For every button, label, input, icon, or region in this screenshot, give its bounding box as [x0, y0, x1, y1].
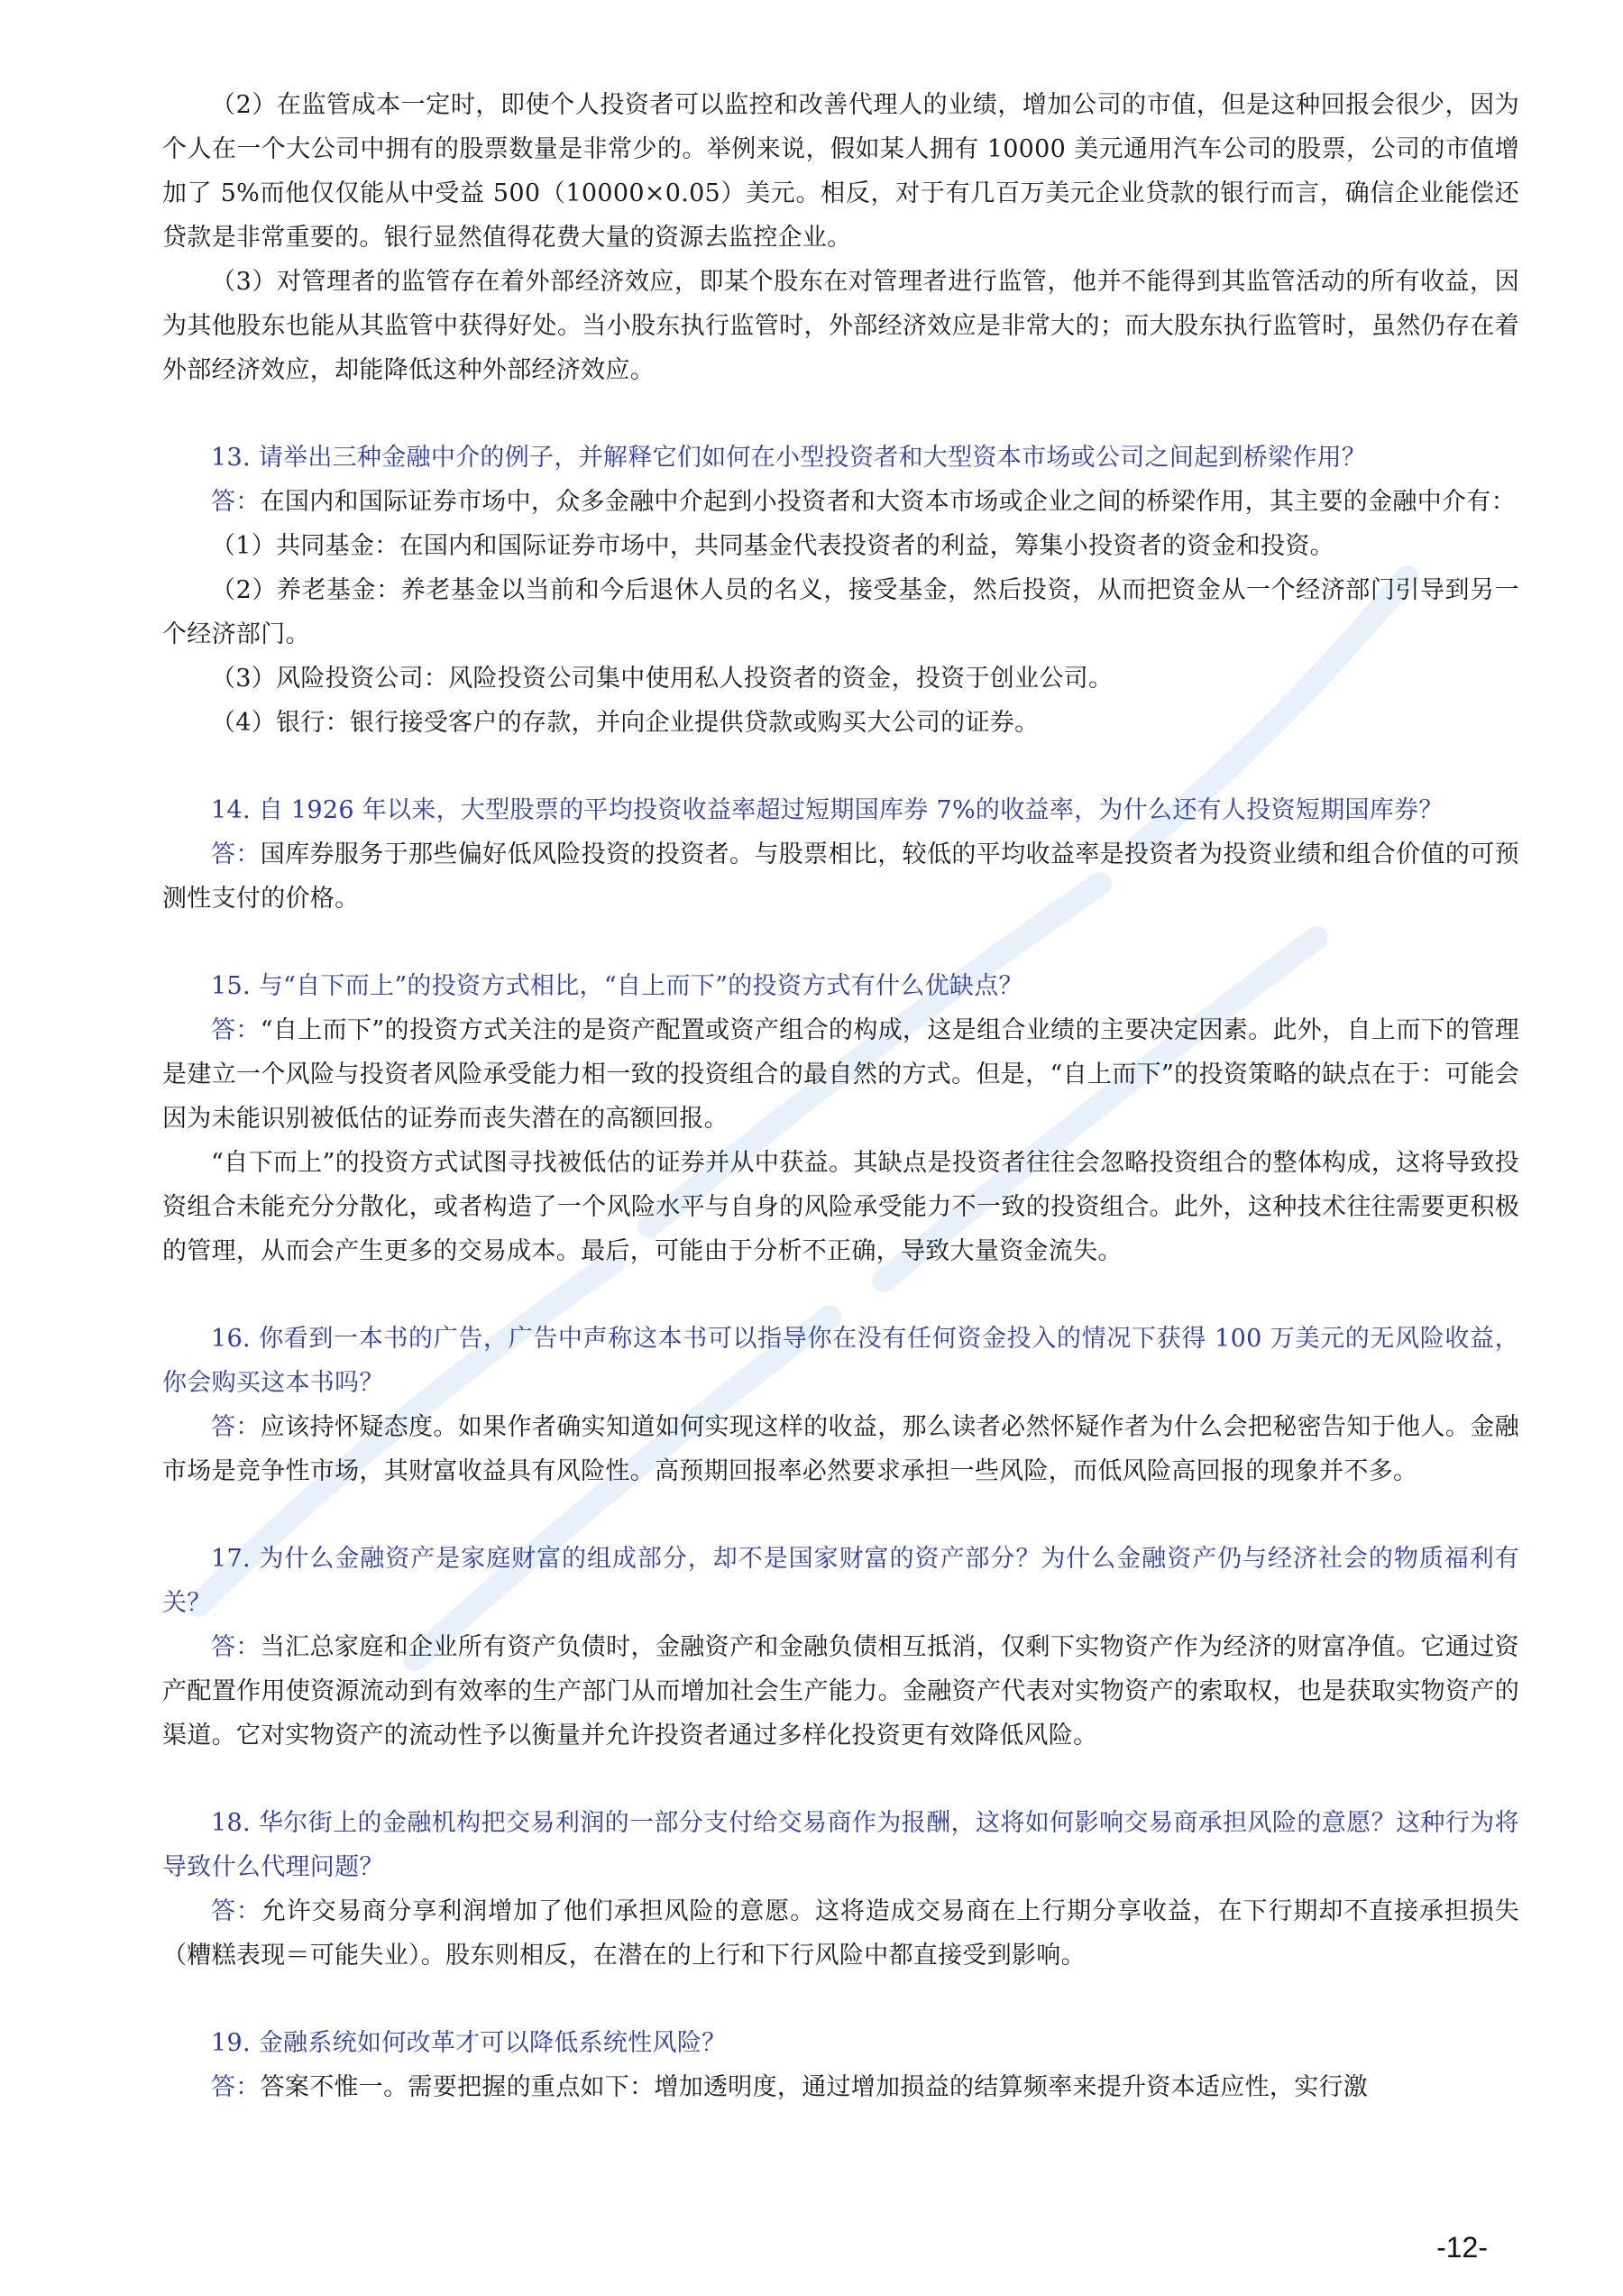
body-paragraph: “自下而上”的投资方式试图寻找被低估的证券并从中获益。其缺点是投资者往往会忽略投资组合的整体构成，这将导致投资组合未能充分分散化，或者构造了一个风险水平与自身的风险承受能力不一致的投资组合。此外，这种技术往往需要更积极的管理，从而会产生更多的交易成本。最后，可能由于分析不正确，导致大量资金流失。 — [162, 1149, 1519, 1265]
answer-paragraph — [162, 2065, 1519, 2109]
answer-paragraph — [162, 1625, 1519, 1758]
body-paragraph: （3）风险投资公司：风险投资公司集中使用私人投资者的资金，投资于创业公司。 — [211, 665, 1114, 693]
answer-paragraph — [162, 1405, 1519, 1493]
document-body — [162, 83, 1519, 2109]
page-number: -12- — [1436, 2231, 1488, 2264]
body-paragraph: （4）银行：银行接受客户的存款，并向企业提供贷款或购买大公司的证券。 — [211, 709, 1040, 737]
section-gap — [162, 1493, 1519, 1537]
answer-paragraph — [162, 832, 1519, 921]
question-text: 18. 华尔街上的金融机构把交易利润的一部分支付给交易商作为报酬，这将如何影响交易商承担风险的意愿？这种行为将导致什么代理问题？ — [162, 1809, 1519, 1881]
answer-label: 答： — [211, 488, 261, 516]
answer-label: 答： — [211, 1897, 261, 1925]
answer-text: 应该持怀疑态度。如果作者确实知道如何实现这样的收益，那么读者必然怀疑作者为什么会把秘密告知于他人。金融市场是竞争性市场，其财富收益具有风险性。高预期回报率必然要求承担一些风险，而低风险高回报的现象并不多。 — [162, 1413, 1519, 1485]
section-gap — [162, 745, 1519, 788]
answer-text: 国库券服务于那些偏好低风险投资的投资者。与股票相比，较低的平均收益率是投资者为投资业绩和组合价值的可预测性支付的价格。 — [162, 840, 1519, 913]
answer-text: 允许交易商分享利润增加了他们承担风险的意愿。这将造成交易商在上行期分享收益，在下行期却不直接承担损失（糟糕表现＝可能失业）。股东则相反，在潜在的上行和下行风险中都直接受到影响。 — [162, 1897, 1520, 1970]
question-text: 14. 自 1926 年以来，大型股票的平均投资收益率超过短期国库券 7%的收益率，为什么还有人投资短期国库券？ — [211, 796, 1444, 824]
section-gap — [162, 1758, 1519, 1801]
question-text: 16. 你看到一本书的广告，广告中声称这本书可以指导你在没有任何资金投入的情况下获得 100 万美元的无风险收益，你会购买这本书吗？ — [162, 1325, 1519, 1397]
answer-paragraph — [162, 1889, 1519, 1978]
answer-label: 答： — [211, 1413, 261, 1441]
section-gap — [162, 392, 1519, 436]
question-text: 19. 金融系统如何改革才可以降低系统性风险？ — [211, 2029, 727, 2057]
answer-text: 当汇总家庭和企业所有资产负债时，金融资产和金融负债相互抵消，仅剩下实物资产作为经济的财富净值。它通过资产配置作用使资源流动到有效率的生产部门从而增加社会生产能力。金融资产代表对实物资产的索取权，也是获取实物资产的渠道。它对实物资产的流动性予以衡量并允许投资者通过多样化投资更有效降低风险。 — [162, 1633, 1519, 1750]
body-paragraph: （3）对管理者的监管存在着外部经济效应，即某个股东在对管理者进行监管，他并不能得到其监管活动的所有收益，因为其他股东也能从其监管中获得好处。当小股东执行监管时，外部经济效应是非常大的；而大股东执行监管时，虽然仍存在着外部经济效应，却能降低这种外部经济效应。 — [162, 268, 1519, 384]
body-paragraph: （2）养老基金：养老基金以当前和今后退休人员的名义，接受基金，然后投资，从而把资金从一个经济部门引导到另一个经济部门。 — [162, 576, 1519, 648]
answer-label: 答： — [211, 840, 261, 868]
body-paragraph: （2）在监管成本一定时，即使个人投资者可以监控和改善代理人的业绩，增加公司的市值，但是这种回报会很少，因为个人在一个大公司中拥有的股票数量是非常少的。举例来说，假如某人拥有 10000 美元通用汽车公司的股票，公司的市值增加了 5%而他仅仅能从中受益 500（10000×0.05）美元。相反，对于有几百万美元企业贷款的银行而言，确信企业能偿还贷款是非常重要的。银行显然值得花费大量的资源去监控企业。 — [162, 91, 1519, 252]
question-text: 17. 为什么金融资产是家庭财富的组成部分，却不是国家财富的资产部分？为什么金融资产仍与经济社会的物质福利有关？ — [162, 1545, 1519, 1617]
section-gap — [162, 1978, 1519, 2021]
question-text: 13. 请举出三种金融中介的例子，并解释它们如何在小型投资者和大型资本市场或公司之间起到桥梁作用？ — [211, 444, 1367, 472]
answer-label: 答： — [211, 1016, 261, 1044]
answer-paragraph — [162, 1008, 1519, 1141]
body-paragraph: （1）共同基金：在国内和国际证券市场中，共同基金代表投资者的利益，筹集小投资者的资金和投资。 — [211, 532, 1334, 560]
answer-text: “自上而下”的投资方式关注的是资产配置或资产组合的构成，这是组合业绩的主要决定因素。此外，自上而下的管理是建立一个风险与投资者风险承受能力相一致的投资组合的最自然的方式。但是，“自上而下”的投资策略的缺点在于：可能会因为未能识别被低估的证券而丧失潜在的高额回报。 — [162, 1016, 1519, 1133]
section-gap — [162, 921, 1519, 964]
answer-label: 答： — [211, 2073, 261, 2101]
section-gap — [162, 1273, 1519, 1317]
answer-text: 答案不惟一。需要把握的重点如下：增加透明度，通过增加损益的结算频率来提升资本适应性，实行激 — [260, 2073, 1369, 2101]
answer-label: 答： — [211, 1633, 261, 1661]
answer-text: 在国内和国际证券市场中，众多金融中介起到小投资者和大资本市场或企业之间的桥梁作用，其主要的金融中介有： — [260, 488, 1516, 516]
question-text: 15. 与“自下而上”的投资方式相比，“自上而下”的投资方式有什么优缺点？ — [211, 972, 1023, 1000]
answer-paragraph — [162, 480, 1519, 524]
